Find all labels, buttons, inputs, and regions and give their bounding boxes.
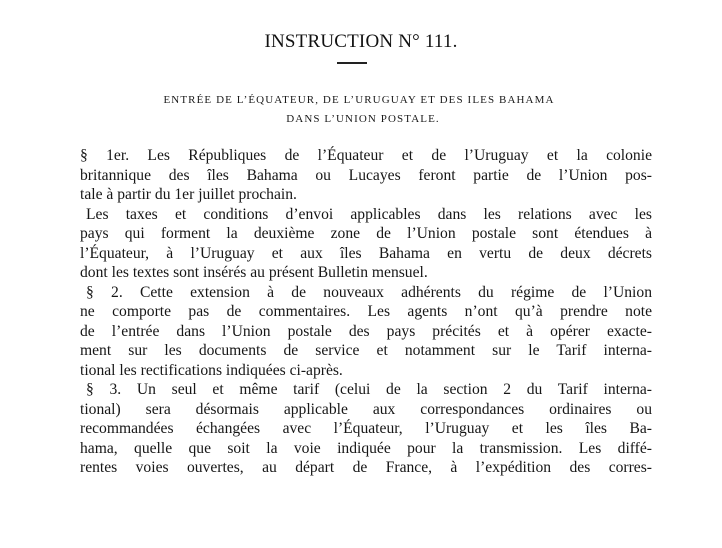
body-line: britannique des îles Bahama ou Lucayes feront partie de l’Union pos- xyxy=(80,166,652,184)
body-line: § 2. Cette extension à de nouveaux adhérents du régime de l’Union xyxy=(86,283,652,301)
body-line: § 1er. Les Républiques de l’Équateur et de l’Uruguay et la colonie xyxy=(80,147,652,164)
body-line: ment sur les documents de service et notamment sur le Tarif interna- xyxy=(80,342,652,359)
body-line: tional les rectifications indiquées ci-après. xyxy=(80,361,343,379)
subtitle-line-1: ENTRÉE DE L’ÉQUATEUR, DE L’URUGUAY ET DES ILES BAHAMA xyxy=(163,94,555,106)
body-line: rentes voies ouvertes, au départ de France, à l’expédition des corres- xyxy=(80,459,652,476)
body-line: tale à partir du 1er juillet prochain. xyxy=(80,186,297,203)
body-line: ne comporte pas de commentaires. Les agents n’ont qu’à prendre note xyxy=(80,303,652,320)
subtitle-line-2: DANS L’UNION POSTALE. xyxy=(286,113,440,125)
title-divider xyxy=(337,62,367,64)
body-line: de l’entrée dans l’Union postale des pays précités et à opérer exacte- xyxy=(80,322,652,340)
body-line: § 3. Un seul et même tarif (celui de la section 2 du Tarif interna- xyxy=(86,381,652,398)
body-line: pays qui forment la deuxième zone de l’Union postale sont étendues à xyxy=(80,225,652,242)
body-line: recommandées échangées avec l’Équateur, l’Uruguay et les îles Ba- xyxy=(80,420,652,437)
body-line: Les taxes et conditions d’envoi applicables dans les relations avec les xyxy=(86,205,652,223)
instruction-title: INSTRUCTION N° 111. xyxy=(264,31,458,52)
instruction-body xyxy=(80,146,652,478)
body-line: tional) sera désormais applicable aux correspondances ordinaires ou xyxy=(80,400,652,418)
body-line: hama, quelle que soit la voie indiquée pour la transmission. Les diffé- xyxy=(80,439,652,457)
body-line: l’Équateur, à l’Uruguay et aux îles Bahama en vertu de deux décrets xyxy=(80,244,652,262)
body-line: dont les textes sont insérés au présent Bulletin mensuel. xyxy=(80,264,428,281)
